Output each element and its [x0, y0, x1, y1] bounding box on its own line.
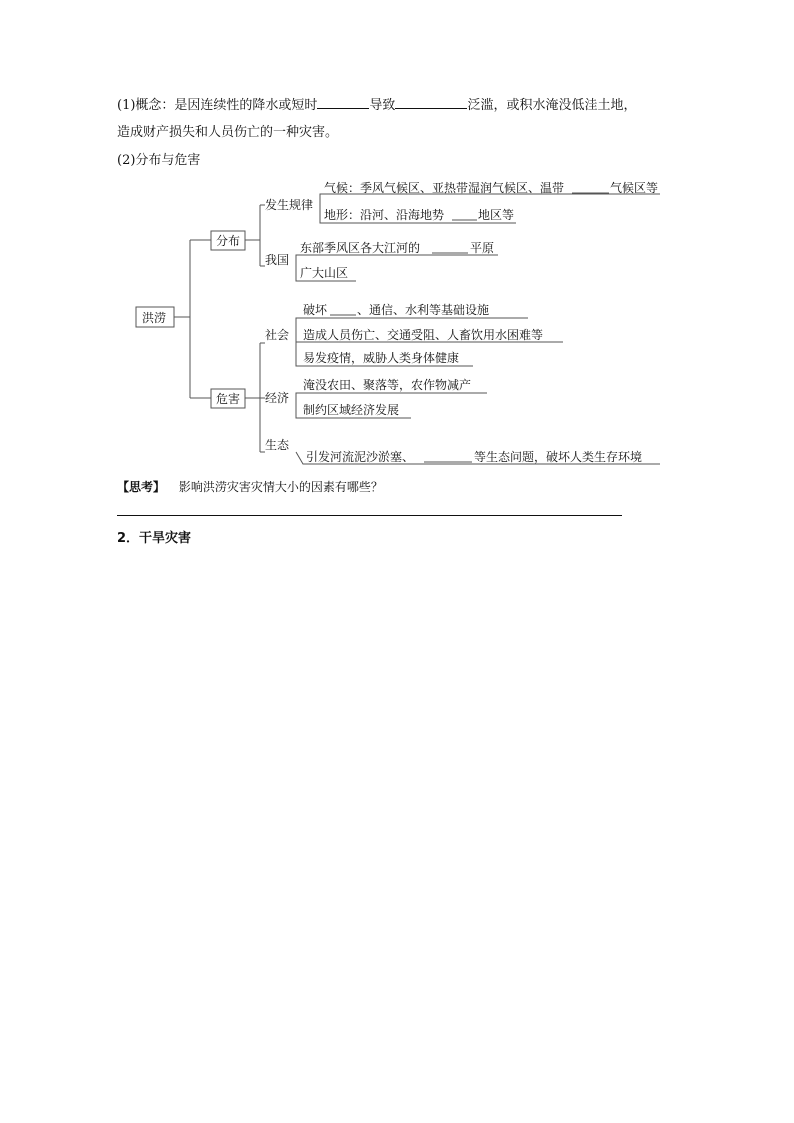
society-item1-b: 、通信、水利等基础设施 — [357, 303, 490, 317]
climate-text-a: 气候：季风气候区、亚热带湿润气候区、温带 — [324, 181, 565, 195]
economy-label: 经济 — [265, 391, 290, 405]
china-item2: 广大山区 — [300, 266, 349, 280]
terrain-text-b: 地区等 — [478, 208, 515, 222]
think-question-text: 影响洪涝灾害灾情大小的因素有哪些？ — [178, 480, 383, 494]
concept-line-2: 造成财产损失和人员伤亡的一种灾害。 — [117, 125, 339, 140]
answer-line[interactable] — [117, 515, 622, 516]
distribution-label: 分布 — [216, 234, 241, 248]
china-item1-a: 东部季风区各大江河的 — [300, 241, 421, 255]
ecology-item1-b: 等生态问题，破坏人类生存环境 — [474, 450, 643, 464]
terrain-text-a: 地形：沿河、沿海地势 — [324, 208, 445, 222]
think-tag: 【思考】 — [117, 480, 166, 494]
flood-mind-map — [0, 0, 794, 480]
root-label: 洪涝 — [142, 311, 167, 325]
society-item3: 易发疫情，威胁人类身体健康 — [303, 351, 460, 365]
concept-text-2: 导致 — [369, 98, 396, 113]
ecology-label: 生态 — [265, 438, 290, 452]
ecology-item1-a: 引发河流泥沙淤塞、 — [306, 450, 415, 464]
section-drought-title: 2．干旱灾害 — [117, 531, 192, 546]
china-item1-b: 平原 — [470, 241, 495, 255]
society-item1-a: 破坏 — [303, 303, 328, 317]
climate-text-b: 气候区等 — [610, 181, 659, 195]
section-distribution-harm-title: (2)分布与危害 — [117, 153, 201, 168]
pattern-label: 发生规律 — [265, 198, 314, 212]
harm-label: 危害 — [216, 392, 241, 406]
society-item2: 造成人员伤亡、交通受阻、人畜饮用水困难等 — [303, 328, 544, 342]
concept-text-1: (1)概念：是因连续性的降水或短时 — [117, 98, 318, 113]
economy-item2: 制约区域经济发展 — [303, 403, 400, 417]
think-question — [117, 478, 383, 495]
concept-text-3: 泛滥，或积水淹没低洼土地， — [467, 98, 637, 113]
society-label: 社会 — [265, 328, 290, 342]
economy-item1: 淹没农田、聚落等，农作物减产 — [303, 378, 472, 392]
china-label: 我国 — [265, 253, 290, 267]
